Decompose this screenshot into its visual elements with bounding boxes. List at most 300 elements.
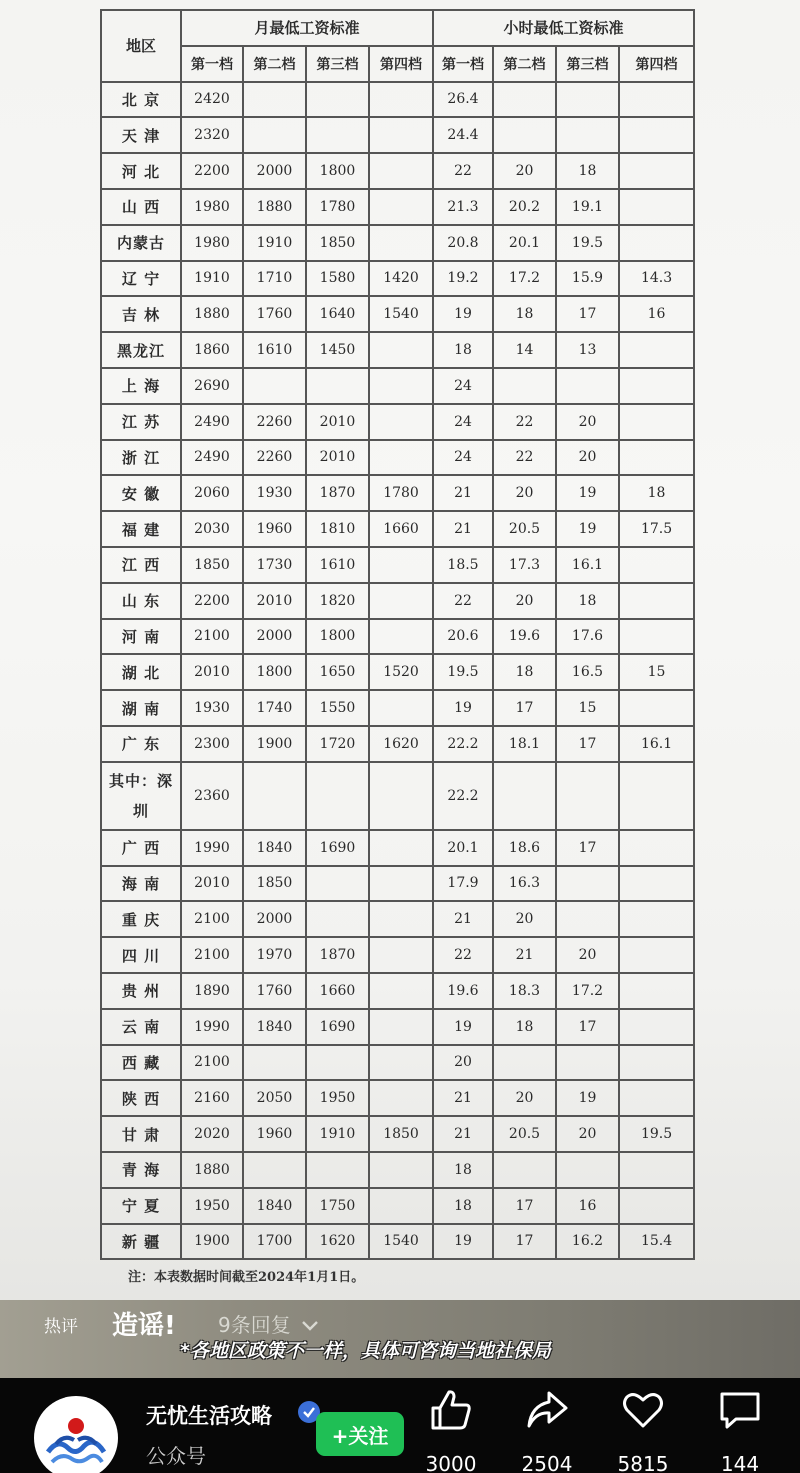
region-cell: 河 南 [101,619,181,655]
monthly-wage-cell [243,117,306,153]
hourly-wage-cell [619,937,694,973]
table-row [101,368,694,404]
region-cell: 青 海 [101,1152,181,1188]
monthly-wage-cell: 1870 [306,937,369,973]
hourly-wage-cell: 20 [433,1045,493,1081]
hourly-wage-cell: 18 [493,296,556,332]
hourly-wage-cell: 20 [556,937,619,973]
table-row [101,937,694,973]
table-row [101,762,694,830]
hourly-wage-cell: 20 [556,440,619,476]
hourly-wage-cell: 24.4 [433,117,493,153]
hourly-wage-cell: 19.5 [433,654,493,690]
hourly-tier-header: 第三档 [556,46,619,82]
table-row [101,332,694,368]
region-cell: 西 藏 [101,1045,181,1081]
monthly-wage-cell [243,82,306,118]
monthly-wage-cell: 2010 [181,866,243,902]
hourly-wage-cell: 17 [493,690,556,726]
monthly-wage-cell [369,830,433,866]
hourly-wage-cell: 24 [433,404,493,440]
monthly-wage-cell [369,404,433,440]
hourly-wage-cell [493,368,556,404]
region-cell: 江 苏 [101,404,181,440]
hourly-wage-cell: 20.1 [493,225,556,261]
region-cell: 甘 肃 [101,1116,181,1152]
monthly-wage-cell: 1800 [306,153,369,189]
monthly-wage-cell: 1420 [369,261,433,297]
monthly-tier-header: 第一档 [181,46,243,82]
monthly-wage-cell: 1850 [369,1116,433,1152]
region-cell: 安 徽 [101,475,181,511]
monthly-wage-cell [369,690,433,726]
hourly-wage-cell: 22 [493,440,556,476]
hourly-wage-cell: 16.1 [619,726,694,762]
region-cell: 山 东 [101,583,181,619]
monthly-header: 月最低工资标准 [181,10,433,46]
hourly-wage-cell: 19 [433,1009,493,1045]
comment-icon [718,1388,762,1432]
favorite-button[interactable] [608,1388,678,1473]
hourly-wage-cell [556,762,619,830]
table-row [101,1188,694,1224]
hourly-wage-cell: 19.5 [556,225,619,261]
region-cell: 山 西 [101,189,181,225]
hourly-wage-cell: 22 [433,583,493,619]
region-cell: 广 东 [101,726,181,762]
hourly-wage-cell [556,82,619,118]
monthly-wage-cell: 2690 [181,368,243,404]
hourly-wage-cell [619,583,694,619]
table-row [101,830,694,866]
region-cell: 河 北 [101,153,181,189]
monthly-wage-cell [369,1045,433,1081]
monthly-wage-cell [243,762,306,830]
monthly-wage-cell: 1650 [306,654,369,690]
region-cell: 广 西 [101,830,181,866]
monthly-wage-cell: 1870 [306,475,369,511]
table-row [101,654,694,690]
monthly-wage-cell: 1700 [243,1224,306,1260]
hourly-tier-header: 第四档 [619,46,694,82]
monthly-wage-cell: 2200 [181,583,243,619]
hourly-wage-cell: 21 [433,511,493,547]
hourly-wage-cell: 26.4 [433,82,493,118]
hourly-wage-cell [556,368,619,404]
region-cell: 贵 州 [101,973,181,1009]
hourly-wage-cell: 20 [493,583,556,619]
hourly-wage-cell: 18 [433,1188,493,1224]
monthly-wage-cell: 1990 [181,830,243,866]
monthly-wage-cell: 2320 [181,117,243,153]
monthly-wage-cell: 2300 [181,726,243,762]
table-row [101,153,694,189]
monthly-wage-cell [369,225,433,261]
hourly-wage-cell: 19 [556,475,619,511]
hourly-wage-cell: 24 [433,368,493,404]
region-cell: 上 海 [101,368,181,404]
hourly-wage-cell: 21 [493,937,556,973]
share-button[interactable] [512,1388,582,1473]
monthly-wage-cell: 1840 [243,830,306,866]
hourly-wage-cell: 20 [556,1116,619,1152]
account-type: 公众号 [146,1444,206,1468]
region-cell: 陕 西 [101,1080,181,1116]
hourly-wage-cell: 19.6 [433,973,493,1009]
region-cell: 北 京 [101,82,181,118]
region-cell: 云 南 [101,1009,181,1045]
hourly-wage-cell: 20.1 [433,830,493,866]
hourly-wage-cell: 21 [433,1080,493,1116]
monthly-wage-cell [369,1188,433,1224]
hourly-wage-cell: 17.3 [493,547,556,583]
table-row [101,1045,694,1081]
monthly-wage-cell: 1620 [306,1224,369,1260]
account-avatar[interactable] [34,1396,118,1473]
hourly-wage-cell [619,762,694,830]
monthly-wage-cell: 2420 [181,82,243,118]
monthly-wage-cell: 2010 [306,440,369,476]
monthly-wage-cell: 1780 [306,189,369,225]
monthly-wage-cell: 1820 [306,583,369,619]
region-cell: 辽 宁 [101,261,181,297]
monthly-wage-cell: 1550 [306,690,369,726]
hourly-wage-cell: 21 [433,475,493,511]
table-row [101,619,694,655]
monthly-wage-cell: 2360 [181,762,243,830]
hourly-wage-cell: 17.6 [556,619,619,655]
monthly-wage-cell: 2060 [181,475,243,511]
minimum-wage-table [100,9,695,1260]
hourly-wage-cell: 19.2 [433,261,493,297]
hourly-wage-cell: 21 [433,1116,493,1152]
monthly-wage-cell [369,82,433,118]
monthly-wage-cell: 1610 [306,547,369,583]
monthly-wage-cell: 1800 [306,619,369,655]
hourly-wage-cell: 18 [433,332,493,368]
hourly-wage-cell: 18 [619,475,694,511]
region-header: 地区 [101,10,181,82]
table-row [101,511,694,547]
monthly-wage-cell: 1900 [243,726,306,762]
monthly-wage-cell: 1850 [306,225,369,261]
hourly-wage-cell: 20.8 [433,225,493,261]
monthly-wage-cell: 1930 [243,475,306,511]
hourly-wage-cell: 17 [493,1224,556,1260]
hourly-wage-cell: 19 [433,1224,493,1260]
hourly-wage-cell: 18 [556,583,619,619]
hourly-wage-cell [619,1080,694,1116]
comment-count: 144 [720,1452,760,1473]
monthly-wage-cell: 1640 [306,296,369,332]
hourly-tier-header: 第二档 [493,46,556,82]
monthly-wage-cell: 2260 [243,404,306,440]
monthly-wage-cell: 1970 [243,937,306,973]
hourly-wage-cell: 16.5 [556,654,619,690]
hourly-wage-cell: 16 [619,296,694,332]
monthly-wage-cell [369,973,433,1009]
monthly-wage-cell [369,1009,433,1045]
table-row [101,404,694,440]
hourly-wage-cell: 19 [433,690,493,726]
monthly-wage-cell: 2260 [243,440,306,476]
hourly-tier-header: 第一档 [433,46,493,82]
hourly-wage-cell: 20 [556,404,619,440]
monthly-wage-cell [369,440,433,476]
hourly-wage-cell: 20.5 [493,511,556,547]
video-caption: *各地区政策不一样，具体可咨询当地社保局 [180,1340,551,1362]
monthly-wage-cell: 1850 [243,866,306,902]
table-row [101,189,694,225]
hourly-wage-cell [619,117,694,153]
monthly-wage-cell [243,1045,306,1081]
monthly-wage-cell [369,583,433,619]
hourly-wage-cell: 18.5 [433,547,493,583]
hourly-wage-cell: 17 [556,1009,619,1045]
table-note: 注：本表数据时间截至2024年1月1日。 [128,1270,365,1285]
monthly-wage-cell: 1900 [181,1224,243,1260]
table-row [101,261,694,297]
monthly-wage-cell: 2010 [243,583,306,619]
hourly-wage-cell: 20 [493,153,556,189]
monthly-wage-cell: 1540 [369,1224,433,1260]
table-row [101,1116,694,1152]
monthly-wage-cell [369,368,433,404]
share-count: 2504 [521,1452,573,1473]
monthly-wage-cell: 2020 [181,1116,243,1152]
monthly-wage-cell [369,332,433,368]
hourly-wage-cell [619,153,694,189]
table-row [101,117,694,153]
monthly-wage-cell: 1660 [306,973,369,1009]
monthly-wage-cell: 2100 [181,1045,243,1081]
monthly-wage-cell [369,189,433,225]
account-name[interactable]: 无忧生活攻略 [146,1404,272,1428]
hot-comment-bar[interactable] [0,1300,800,1378]
monthly-wage-cell: 1840 [243,1009,306,1045]
hourly-wage-cell: 18.1 [493,726,556,762]
hourly-wage-cell: 16.2 [556,1224,619,1260]
monthly-wage-cell: 1620 [369,726,433,762]
monthly-wage-cell: 1880 [181,296,243,332]
hourly-wage-cell [619,82,694,118]
monthly-wage-cell: 1780 [369,475,433,511]
hourly-wage-cell: 19.5 [619,1116,694,1152]
monthly-wage-cell [369,866,433,902]
hourly-wage-cell [619,901,694,937]
table-row [101,1224,694,1260]
monthly-wage-cell: 1740 [243,690,306,726]
monthly-wage-cell: 1660 [369,511,433,547]
monthly-wage-cell: 1540 [369,296,433,332]
monthly-wage-cell: 1810 [306,511,369,547]
monthly-wage-cell: 2200 [181,153,243,189]
region-cell: 天 津 [101,117,181,153]
like-button[interactable] [416,1388,486,1473]
monthly-wage-cell: 2000 [243,619,306,655]
hourly-wage-cell: 17 [556,726,619,762]
hourly-wage-cell [619,866,694,902]
hourly-wage-cell: 15.4 [619,1224,694,1260]
region-cell: 宁 夏 [101,1188,181,1224]
table-row [101,1009,694,1045]
chevron-down-icon [301,1320,319,1332]
hourly-wage-cell [493,762,556,830]
monthly-wage-cell [306,82,369,118]
monthly-wage-cell: 1690 [306,1009,369,1045]
comment-button[interactable] [705,1388,775,1473]
follow-button[interactable]: +关注 [316,1412,404,1456]
monthly-wage-cell: 2050 [243,1080,306,1116]
monthly-wage-cell: 1840 [243,1188,306,1224]
logo-icon [34,1396,118,1473]
hot-comment-text: 造谣! [112,1311,176,1341]
hourly-wage-cell: 18 [493,1009,556,1045]
monthly-wage-cell: 1960 [243,1116,306,1152]
region-cell: 其中：深圳 [101,762,181,830]
like-count: 3000 [425,1452,477,1473]
hourly-wage-cell [556,117,619,153]
favorite-count: 5815 [617,1452,669,1473]
bottom-action-bar [0,1378,800,1473]
region-cell: 福 建 [101,511,181,547]
monthly-tier-header: 第二档 [243,46,306,82]
monthly-wage-cell: 1720 [306,726,369,762]
replies-count: 9条回复 [218,1313,291,1337]
hourly-wage-cell: 19 [556,511,619,547]
monthly-wage-cell: 1990 [181,1009,243,1045]
table-row [101,225,694,261]
hourly-wage-cell: 19.6 [493,619,556,655]
region-cell: 浙 江 [101,440,181,476]
hourly-wage-cell: 24 [433,440,493,476]
monthly-wage-cell: 1910 [181,261,243,297]
hourly-wage-cell: 20.5 [493,1116,556,1152]
region-cell: 海 南 [101,866,181,902]
monthly-wage-cell [369,619,433,655]
hourly-wage-cell: 19 [556,1080,619,1116]
hourly-wage-cell: 20 [493,475,556,511]
hourly-wage-cell: 16 [556,1188,619,1224]
region-cell: 江 西 [101,547,181,583]
monthly-wage-cell: 2000 [243,153,306,189]
table-row [101,1152,694,1188]
monthly-wage-cell: 1910 [243,225,306,261]
hourly-wage-cell [619,225,694,261]
monthly-wage-cell: 1760 [243,296,306,332]
table-row [101,296,694,332]
hourly-wage-cell: 19 [433,296,493,332]
monthly-wage-cell: 1690 [306,830,369,866]
table-row [101,901,694,937]
monthly-wage-cell [369,937,433,973]
monthly-wage-cell [306,368,369,404]
hourly-wage-cell: 18 [433,1152,493,1188]
monthly-wage-cell: 2010 [181,654,243,690]
region-cell: 黑龙江 [101,332,181,368]
region-cell: 四 川 [101,937,181,973]
hourly-wage-cell: 22.2 [433,762,493,830]
monthly-wage-cell: 1960 [243,511,306,547]
hourly-wage-cell: 17.5 [619,511,694,547]
monthly-wage-cell: 1580 [306,261,369,297]
monthly-wage-cell: 1880 [181,1152,243,1188]
hourly-wage-cell [556,1152,619,1188]
hourly-wage-cell: 17.9 [433,866,493,902]
monthly-wage-cell: 2160 [181,1080,243,1116]
hourly-wage-cell [619,1188,694,1224]
region-cell: 新 疆 [101,1224,181,1260]
monthly-wage-cell: 1880 [243,189,306,225]
hourly-wage-cell [556,901,619,937]
table-row [101,866,694,902]
monthly-wage-cell [243,368,306,404]
thumbs-up-icon [429,1388,473,1432]
monthly-wage-cell: 1980 [181,189,243,225]
hourly-wage-cell: 18.3 [493,973,556,1009]
monthly-wage-cell: 2000 [243,901,306,937]
region-cell: 内蒙古 [101,225,181,261]
table-row [101,690,694,726]
monthly-wage-cell: 1910 [306,1116,369,1152]
hourly-wage-cell: 15.9 [556,261,619,297]
monthly-wage-cell: 1890 [181,973,243,1009]
hourly-wage-cell: 17 [493,1188,556,1224]
hourly-header: 小时最低工资标准 [433,10,694,46]
monthly-wage-cell: 1730 [243,547,306,583]
hourly-wage-cell: 17.2 [556,973,619,1009]
monthly-wage-cell [369,1080,433,1116]
monthly-wage-cell: 2010 [306,404,369,440]
region-cell: 吉 林 [101,296,181,332]
hourly-wage-cell: 22 [493,404,556,440]
monthly-wage-cell: 1520 [369,654,433,690]
monthly-wage-cell [306,1152,369,1188]
table-row [101,726,694,762]
monthly-wage-cell [306,762,369,830]
region-cell: 重 庆 [101,901,181,937]
monthly-wage-cell: 2100 [181,937,243,973]
hourly-wage-cell [619,1009,694,1045]
hourly-wage-cell [493,1045,556,1081]
region-cell: 湖 北 [101,654,181,690]
monthly-wage-cell [369,901,433,937]
replies-link[interactable] [218,1309,319,1338]
hourly-wage-cell: 18 [556,153,619,189]
region-cell: 湖 南 [101,690,181,726]
monthly-wage-cell: 1610 [243,332,306,368]
table-row [101,583,694,619]
monthly-wage-cell: 2490 [181,440,243,476]
monthly-wage-cell: 2100 [181,619,243,655]
monthly-wage-cell: 2030 [181,511,243,547]
monthly-wage-cell: 1800 [243,654,306,690]
hourly-wage-cell [619,830,694,866]
hot-comment-label: 热评 [44,1317,78,1337]
monthly-wage-cell: 1930 [181,690,243,726]
hourly-wage-cell: 21 [433,901,493,937]
monthly-wage-cell [369,762,433,830]
monthly-wage-cell: 1850 [181,547,243,583]
table-row [101,82,694,118]
monthly-wage-cell [369,547,433,583]
hourly-wage-cell [619,1152,694,1188]
hourly-wage-cell: 18.6 [493,830,556,866]
monthly-wage-cell: 1950 [181,1188,243,1224]
hourly-wage-cell: 22.2 [433,726,493,762]
monthly-wage-cell [369,1152,433,1188]
monthly-wage-cell [243,1152,306,1188]
